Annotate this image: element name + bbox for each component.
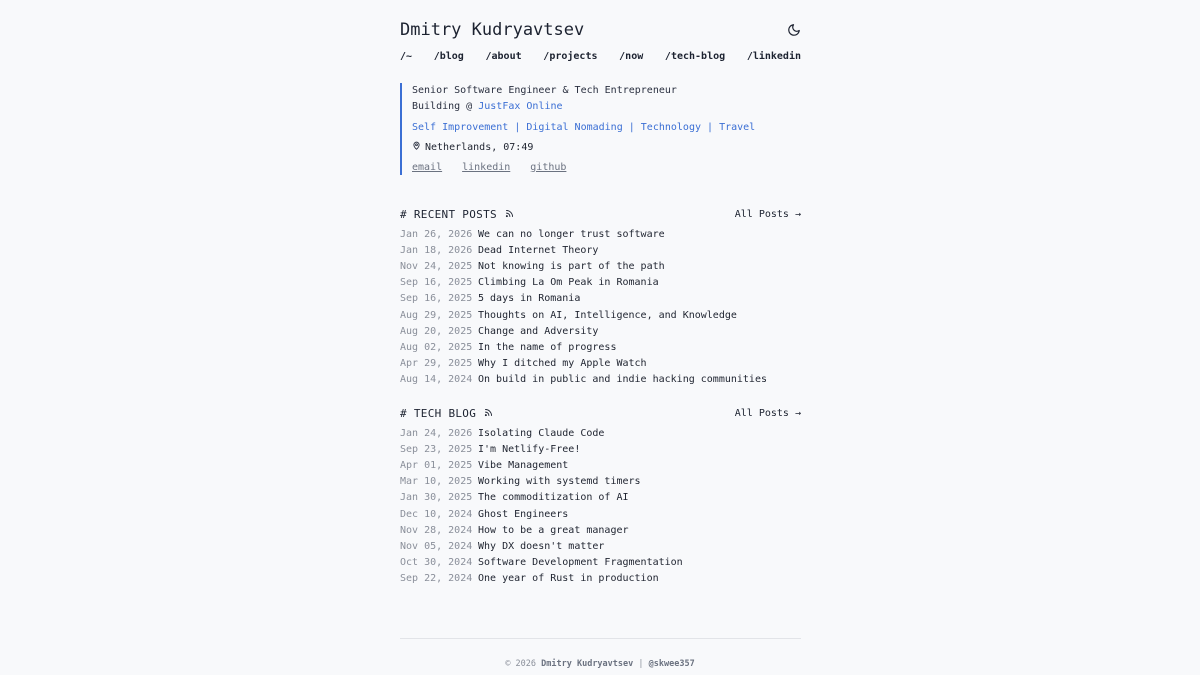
map-pin-icon (412, 140, 421, 156)
post-date: Sep 16, 2025 (400, 293, 473, 305)
moon-icon[interactable] (787, 23, 801, 37)
main-nav (400, 51, 801, 62)
tag-self-improvement[interactable]: Self Improvement (412, 122, 509, 133)
footer-handle[interactable]: @skwee357 (648, 659, 695, 669)
post-date: Jan 18, 2026 (400, 244, 473, 256)
post-title-link[interactable]: We can no longer trust software (478, 228, 665, 240)
post-title-link[interactable]: 5 days in Romania (478, 293, 581, 305)
post-date: Dec 10, 2024 (400, 508, 473, 520)
post-date: Oct 30, 2024 (400, 557, 473, 569)
building-line (412, 99, 801, 115)
justfax-link[interactable]: JustFax Online (478, 101, 563, 112)
post-title-link[interactable]: Working with systemd timers (478, 476, 641, 488)
nav-blog[interactable]: /blog (433, 51, 464, 62)
post-title-link[interactable]: Why DX doesn't matter (478, 540, 605, 552)
post-row[interactable] (400, 356, 801, 372)
post-date: Apr 01, 2025 (400, 459, 473, 471)
post-title-link[interactable]: Vibe Management (478, 459, 569, 471)
post-date: Aug 14, 2024 (400, 374, 473, 386)
post-date: Nov 24, 2025 (400, 260, 473, 272)
github-link[interactable]: github (530, 162, 567, 173)
rss-icon[interactable] (505, 208, 514, 221)
post-row[interactable] (400, 323, 801, 339)
tech-post-list (400, 425, 801, 587)
post-date: Sep 16, 2025 (400, 277, 473, 289)
rss-icon[interactable] (484, 407, 493, 420)
social-links (412, 162, 801, 175)
post-title-link[interactable]: The commoditization of AI (478, 492, 629, 504)
post-date: Apr 29, 2025 (400, 358, 473, 370)
tag-travel[interactable]: Travel (719, 122, 756, 133)
nav-tech-blog[interactable]: /tech-blog (664, 51, 726, 62)
post-row[interactable] (400, 226, 801, 242)
post-date: Aug 20, 2025 (400, 325, 473, 337)
recent-all-posts-link[interactable]: All Posts → (734, 208, 801, 220)
post-date: Nov 28, 2024 (400, 524, 473, 536)
post-title-link[interactable]: Isolating Claude Code (478, 427, 605, 439)
tag-separator: | (508, 122, 527, 133)
tech-all-posts-link[interactable]: All Posts → (734, 407, 801, 419)
tag-list (412, 120, 801, 136)
post-row[interactable] (400, 441, 801, 457)
post-date: Sep 23, 2025 (400, 443, 473, 455)
post-date: Aug 29, 2025 (400, 309, 473, 321)
role-text: Senior Software Engineer & Tech Entrepreneur (412, 85, 677, 96)
site-footer (0, 659, 1200, 669)
nav-now[interactable]: /now (619, 51, 644, 62)
post-date: Jan 30, 2025 (400, 492, 473, 504)
recent-posts-section (400, 207, 801, 388)
building-prefix: Building @ (412, 101, 479, 112)
post-date: Sep 22, 2024 (400, 573, 473, 585)
post-title-link[interactable]: Why I ditched my Apple Watch (478, 358, 647, 370)
tag-digital-nomading[interactable]: Digital Nomading (526, 122, 623, 133)
post-row[interactable] (400, 275, 801, 291)
location-line (412, 140, 801, 156)
tech-blog-section (400, 406, 801, 587)
location-text: Netherlands, 07:49 (425, 142, 534, 153)
post-row[interactable] (400, 425, 801, 441)
nav-home[interactable]: /~ (400, 51, 413, 62)
nav-linkedin[interactable]: /linkedin (746, 51, 801, 62)
nav-projects[interactable]: /projects (543, 51, 598, 62)
post-date: Jan 24, 2026 (400, 427, 473, 439)
post-title-link[interactable]: Climbing La Om Peak in Romania (478, 277, 659, 289)
post-date: Mar 10, 2025 (400, 476, 473, 488)
recent-posts-heading (400, 208, 514, 221)
post-title-link[interactable]: Not knowing is part of the path (478, 260, 665, 272)
post-date: Nov 05, 2024 (400, 540, 473, 552)
footer-copyright: © 2026 (505, 659, 542, 669)
post-title-link[interactable]: In the name of progress (478, 341, 617, 353)
post-row[interactable] (400, 258, 801, 274)
tech-blog-title: # TECH BLOG (400, 406, 477, 420)
post-title-link[interactable]: One year of Rust in production (478, 573, 659, 585)
footer-name[interactable]: Dmitry Kudryavtsev (541, 659, 634, 669)
tag-separator: | (701, 122, 720, 133)
site-title[interactable]: Dmitry Kudryavtsev (400, 20, 585, 40)
post-title-link[interactable]: Software Development Fragmentation (478, 557, 683, 569)
post-title-link[interactable]: Dead Internet Theory (478, 244, 599, 256)
post-title-link[interactable]: How to be a great manager (478, 524, 629, 536)
post-row[interactable] (400, 538, 801, 554)
post-title-link[interactable]: Ghost Engineers (478, 508, 569, 520)
site-header (400, 20, 801, 42)
tag-technology[interactable]: Technology (640, 122, 701, 133)
post-row[interactable] (400, 457, 801, 473)
post-row[interactable] (400, 506, 801, 522)
intro-block (400, 83, 801, 175)
post-row[interactable] (400, 555, 801, 571)
footer-divider (400, 638, 801, 639)
post-date: Aug 02, 2025 (400, 341, 473, 353)
post-row[interactable] (400, 307, 801, 323)
nav-about[interactable]: /about (485, 51, 522, 62)
post-date: Jan 26, 2026 (400, 228, 473, 240)
tech-blog-heading (400, 407, 493, 420)
post-row[interactable] (400, 474, 801, 490)
post-row[interactable] (400, 372, 801, 388)
post-title-link[interactable]: On build in public and indie hacking communities (478, 374, 767, 386)
post-row[interactable] (400, 339, 801, 355)
email-link[interactable]: email (412, 162, 443, 173)
recent-post-list (400, 226, 801, 388)
recent-posts-header (400, 207, 801, 221)
post-title-link[interactable]: Thoughts on AI, Intelligence, and Knowledge (478, 309, 737, 321)
recent-posts-title: # RECENT POSTS (400, 207, 497, 221)
tag-separator: | (622, 122, 641, 133)
post-row[interactable] (400, 571, 801, 587)
post-title-link[interactable]: I'm Netlify-Free! (478, 443, 581, 455)
post-row[interactable] (400, 490, 801, 506)
post-row[interactable] (400, 522, 801, 538)
post-row[interactable] (400, 242, 801, 258)
tech-blog-header (400, 406, 801, 420)
post-title-link[interactable]: Change and Adversity (478, 325, 599, 337)
linkedin-link[interactable]: linkedin (462, 162, 511, 173)
post-row[interactable] (400, 291, 801, 307)
footer-separator: | (633, 659, 649, 669)
